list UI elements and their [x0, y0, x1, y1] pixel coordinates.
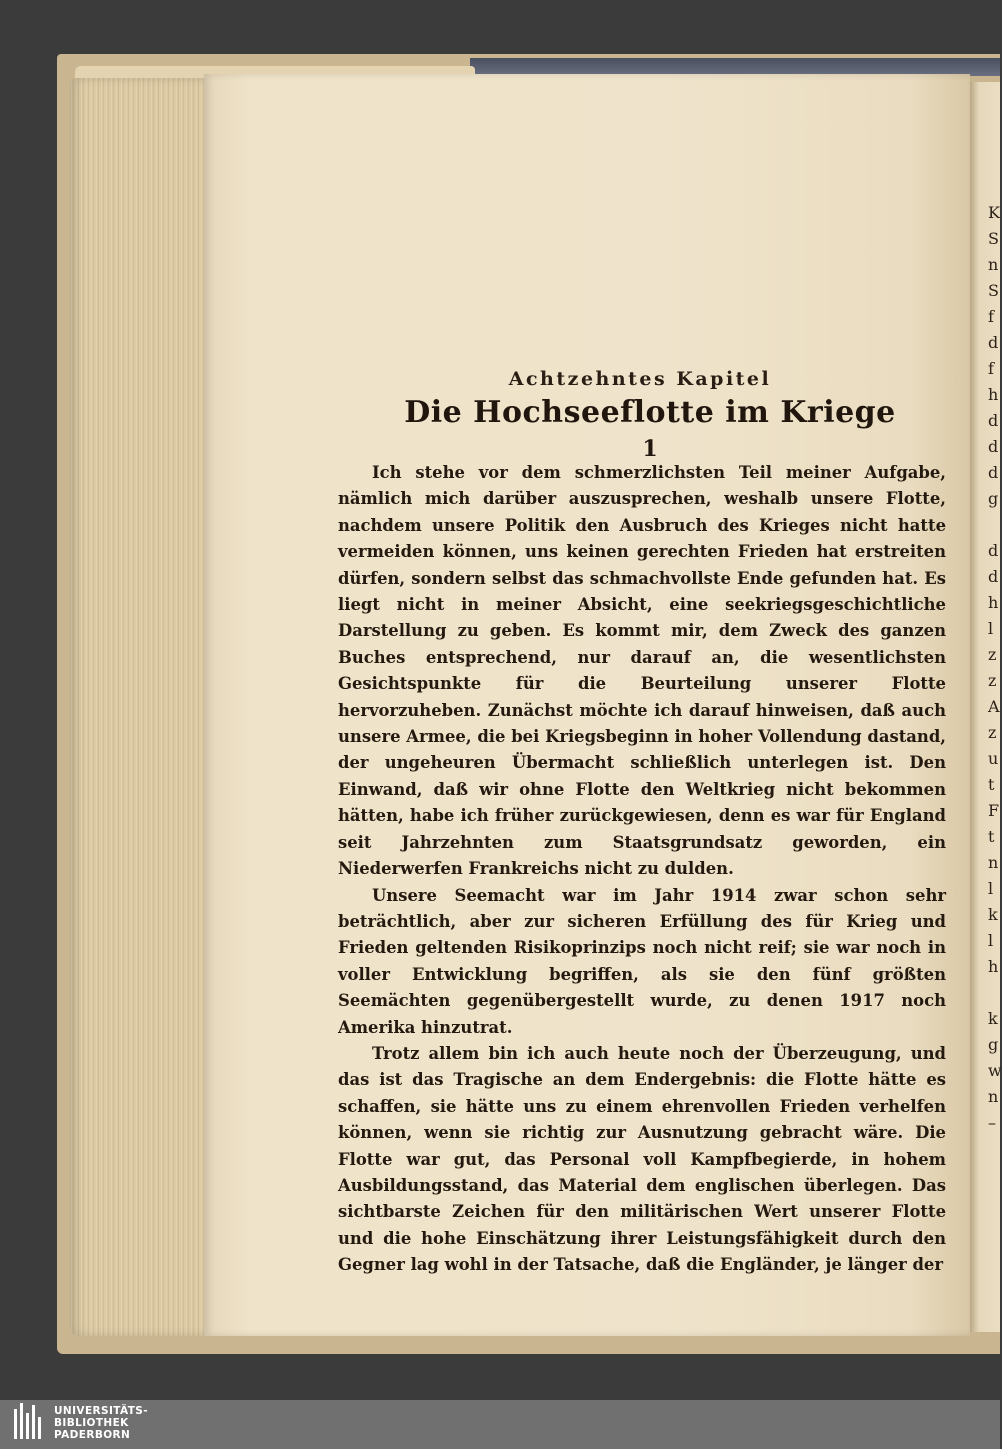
facing-page-letter: K — [988, 203, 1000, 222]
library-name-line: BIBLIOTHEK — [54, 1417, 129, 1429]
facing-page-letter: f — [988, 307, 994, 326]
facing-page-letter: S — [988, 229, 999, 248]
paragraph: Unsere Seemacht war im Jahr 1914 zwar schon sehr beträchtlich, aber zur sicheren Erfüllung des für Krieg und Frieden geltenden Risikoprinzips noch nicht reif; sie war noch in voller Entwicklung begriffen, als sie den fünf größten Seemächten gegenübergestellt wurde, zu denen 1917 noch Amerika hinzutrat. — [338, 885, 946, 1037]
bleed-through-text — [230, 165, 950, 186]
facing-page-letter: u — [988, 749, 999, 768]
facing-page-letter: l — [988, 879, 994, 898]
facing-page-letter: t — [988, 775, 995, 794]
facing-page-letter — [988, 980, 1000, 1006]
facing-page-letter: n — [988, 255, 999, 274]
facing-page-letter: d — [988, 463, 999, 482]
facing-page-letter: z — [988, 723, 997, 742]
facing-page-letter: F — [988, 801, 1000, 820]
facing-page-letters — [988, 200, 1000, 1136]
facing-page-letter: k — [988, 1009, 998, 1028]
facing-page-letter: A — [988, 697, 1000, 716]
facing-page-letter: h — [988, 593, 999, 612]
library-name-line: UNIVERSITÄTS- — [54, 1405, 149, 1417]
body-text — [338, 460, 946, 1279]
page-block-edges — [70, 78, 210, 1336]
facing-page-letter: w — [988, 1061, 1002, 1080]
chapter-label: Achtzehntes Kapitel — [508, 368, 772, 390]
section-number: 1 — [642, 436, 658, 462]
paragraph: Trotz allem bin ich auch heute noch der Überzeugung, und das ist das Tragische an dem Endergebnis: die Flotte hätte es schaffen, sie hätte uns zu einem ehrenvollen Frieden verhelfen können, wenn sie richtig zur Ausnutzung gebracht wäre. Die Flotte war gut, das Personal voll Kampfbegierde, in hohem Ausbildungsstand, das Material dem englischen überlegen. Das sichtbarste Zeichen für den militärischen Wert unserer Flotte und die hohe Einschätzung ihrer Leistungsfähigkeit durch den Gegner lag wohl in der Tatsache, daß die Engländer, je länger der — [338, 1043, 946, 1275]
library-name — [54, 1405, 148, 1441]
facing-page-letter: g — [988, 1035, 999, 1054]
facing-page-letter: n — [988, 853, 999, 872]
facing-page-letter: n — [988, 1087, 999, 1106]
facing-page-letter: d — [988, 437, 999, 456]
footer-strip — [0, 1400, 1000, 1449]
library-logo — [12, 1403, 148, 1443]
facing-page-letter: h — [988, 957, 999, 976]
paragraph: Ich stehe vor dem schmerzlichsten Teil meiner Aufgabe, nämlich mich darüber auszusprechen, weshalb unsere Flotte, nachdem unsere Politik den Ausbruch des Krieges nicht hatte vermeiden können, uns keinen gerechten Frieden hat erstreiten dürfen, sondern selbst das schmachvollste Ende gefunden hat. Es liegt nicht in meiner Absicht, eine seekriegsgeschichtliche Darstellung zu geben. Es kommt mir, dem Zweck des ganzen Buches entsprechend, nur darauf an, die wesentlichsten Gesichtspunkte für die Beurteilung unserer Flotte hervorzuheben. Zunächst möchte ich darauf hinweisen, daß auch unsere Armee, die bei Kriegsbeginn in hoher Vollendung dastand, der ungeheuren Übermacht schließlich unterlegen ist. Den Einwand, daß wir ohne Flotte den Weltkrieg nicht bekommen hätten, habe ich früher zurückgewiesen, denn es war für England seit Jahrzehnten zum Staatsgrundsatz geworden, ein Niederwerfen Frankreichs nicht zu dulden. — [338, 463, 946, 879]
facing-page-letter — [988, 512, 1000, 538]
library-name-line: PADERBORN — [54, 1429, 131, 1441]
facing-page-letter: d — [988, 333, 999, 352]
facing-page-letter: g — [988, 489, 999, 508]
facing-page-letter: d — [988, 411, 999, 430]
facing-page-letter: f — [988, 359, 994, 378]
facing-page-letter: k — [988, 905, 998, 924]
facing-page-letter: d — [988, 567, 999, 586]
library-logo-icon — [12, 1403, 46, 1443]
facing-page-letter: l — [988, 931, 994, 950]
facing-page-letter: z — [988, 671, 997, 690]
facing-page-letter: S — [988, 281, 999, 300]
facing-page-letter: h — [988, 385, 999, 404]
facing-page-letter: z — [988, 645, 997, 664]
facing-page-letter: – — [988, 1113, 996, 1132]
facing-page-letter: l — [988, 619, 994, 638]
facing-page-letter: d — [988, 541, 999, 560]
chapter-title: Die Hochseeflotte im Kriege — [404, 395, 896, 430]
facing-page-letter: t — [988, 827, 995, 846]
